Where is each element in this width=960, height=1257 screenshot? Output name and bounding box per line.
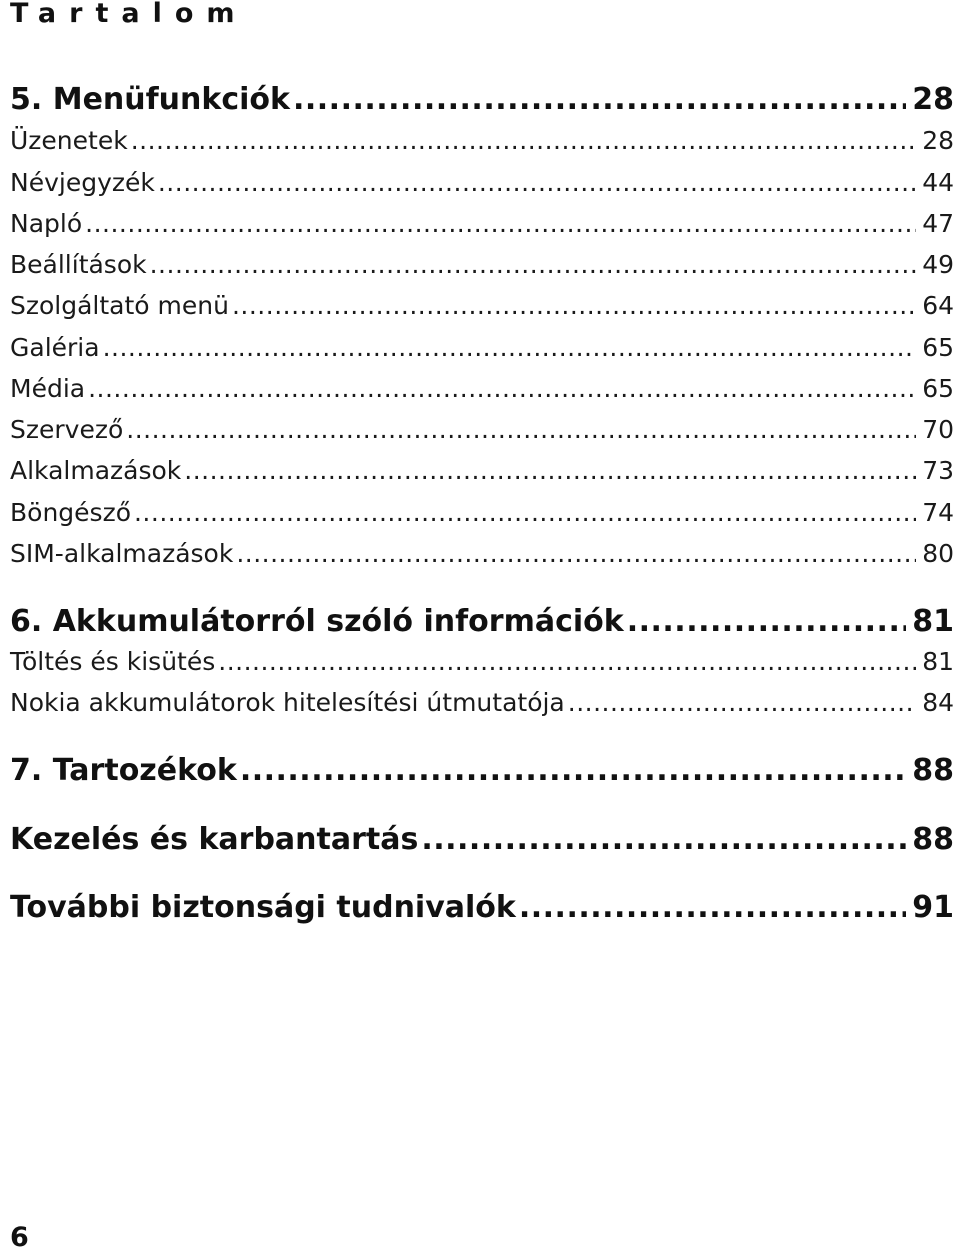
dot-leader xyxy=(232,289,916,323)
dot-leader xyxy=(85,207,916,241)
toc-item-title: Beállítások xyxy=(10,250,147,279)
toc-chapter-title: 7. Tartozékok xyxy=(10,753,237,788)
toc-page-number: 44 xyxy=(922,168,954,197)
dot-leader xyxy=(240,752,906,790)
toc-item-title: Galéria xyxy=(10,333,100,362)
toc-page-number: 81 xyxy=(922,647,954,676)
toc-item-beallitasok[interactable] xyxy=(10,248,954,282)
dot-leader xyxy=(236,537,916,571)
toc-item-title: Töltés és kisütés xyxy=(10,647,216,676)
toc-page-number: 88 xyxy=(912,753,954,788)
dot-leader xyxy=(184,454,916,488)
toc-item-title: Üzenetek xyxy=(10,126,128,155)
toc-item-title: Média xyxy=(10,374,86,403)
dot-leader xyxy=(126,413,916,447)
dot-leader xyxy=(150,248,917,282)
toc-chapter-5[interactable] xyxy=(10,81,954,119)
toc-chapter-6[interactable] xyxy=(10,603,954,641)
dot-leader xyxy=(218,645,916,679)
dot-leader xyxy=(293,81,906,119)
dot-leader xyxy=(103,331,917,365)
toc-item-title: Böngésző xyxy=(10,498,131,527)
toc-page-number: 49 xyxy=(922,250,954,279)
toc-item-title: Nokia akkumulátorok hitelesítési útmutatója xyxy=(10,688,565,717)
toc-page-number: 28 xyxy=(922,126,954,155)
toc-page-number: 80 xyxy=(922,539,954,568)
toc-chapter-title: Kezelés és karbantartás xyxy=(10,822,419,857)
toc-item-title: Szolgáltató menü xyxy=(10,291,229,320)
toc-chapter-title: További biztonsági tudnivalók xyxy=(10,890,516,925)
toc-chapter-title: 5. Menüfunkciók xyxy=(10,82,290,117)
toc-page-number: 84 xyxy=(922,688,954,717)
toc-item-szolgaltato-menu[interactable] xyxy=(10,289,954,323)
toc-item-title: Napló xyxy=(10,209,83,238)
toc-item-szervezo[interactable] xyxy=(10,413,954,447)
toc-chapter-title: 6. Akkumulátorról szóló információk xyxy=(10,604,624,639)
toc-item-nokia-akkumulatorok[interactable] xyxy=(10,686,954,720)
footer-page-number: 6 xyxy=(10,1222,29,1253)
toc-section-care[interactable] xyxy=(10,821,954,859)
toc-chapter-7[interactable] xyxy=(10,752,954,790)
dot-leader xyxy=(627,603,907,641)
dot-leader xyxy=(134,496,916,530)
toc-item-title: Névjegyzék xyxy=(10,168,155,197)
toc-item-alkalmazasok[interactable] xyxy=(10,454,954,488)
toc-page-number: 91 xyxy=(912,890,954,925)
toc-page-number: 47 xyxy=(922,209,954,238)
toc-page-number: 73 xyxy=(922,456,954,485)
page-header-title: Tartalom xyxy=(10,0,248,29)
toc-page-number: 81 xyxy=(912,604,954,639)
dot-leader xyxy=(519,889,906,927)
dot-leader xyxy=(568,686,916,720)
toc-item-nevjegyzek[interactable] xyxy=(10,166,954,200)
toc-item-title: Szervező xyxy=(10,415,124,444)
toc-page-number: 74 xyxy=(922,498,954,527)
toc-item-uzenetek[interactable] xyxy=(10,124,954,158)
toc-page-number: 28 xyxy=(912,82,954,117)
toc-item-galeria[interactable] xyxy=(10,331,954,365)
dot-leader xyxy=(158,166,916,200)
toc-item-sim-alkalmazasok[interactable] xyxy=(10,537,954,571)
dot-leader xyxy=(131,124,916,158)
toc-item-title: Alkalmazások xyxy=(10,456,182,485)
toc-page-number: 65 xyxy=(922,333,954,362)
dot-leader xyxy=(88,372,916,406)
dot-leader xyxy=(421,821,906,859)
toc-item-naplo[interactable] xyxy=(10,207,954,241)
toc-page-number: 64 xyxy=(922,291,954,320)
toc-item-bongeszo[interactable] xyxy=(10,496,954,530)
toc-item-toltes-es-kisutes[interactable] xyxy=(10,645,954,679)
toc-page-number: 65 xyxy=(922,374,954,403)
toc-section-safety[interactable] xyxy=(10,889,954,927)
toc-page-number: 88 xyxy=(912,822,954,857)
toc-page-number: 70 xyxy=(922,415,954,444)
toc-item-media[interactable] xyxy=(10,372,954,406)
toc-item-title: SIM-alkalmazások xyxy=(10,539,234,568)
